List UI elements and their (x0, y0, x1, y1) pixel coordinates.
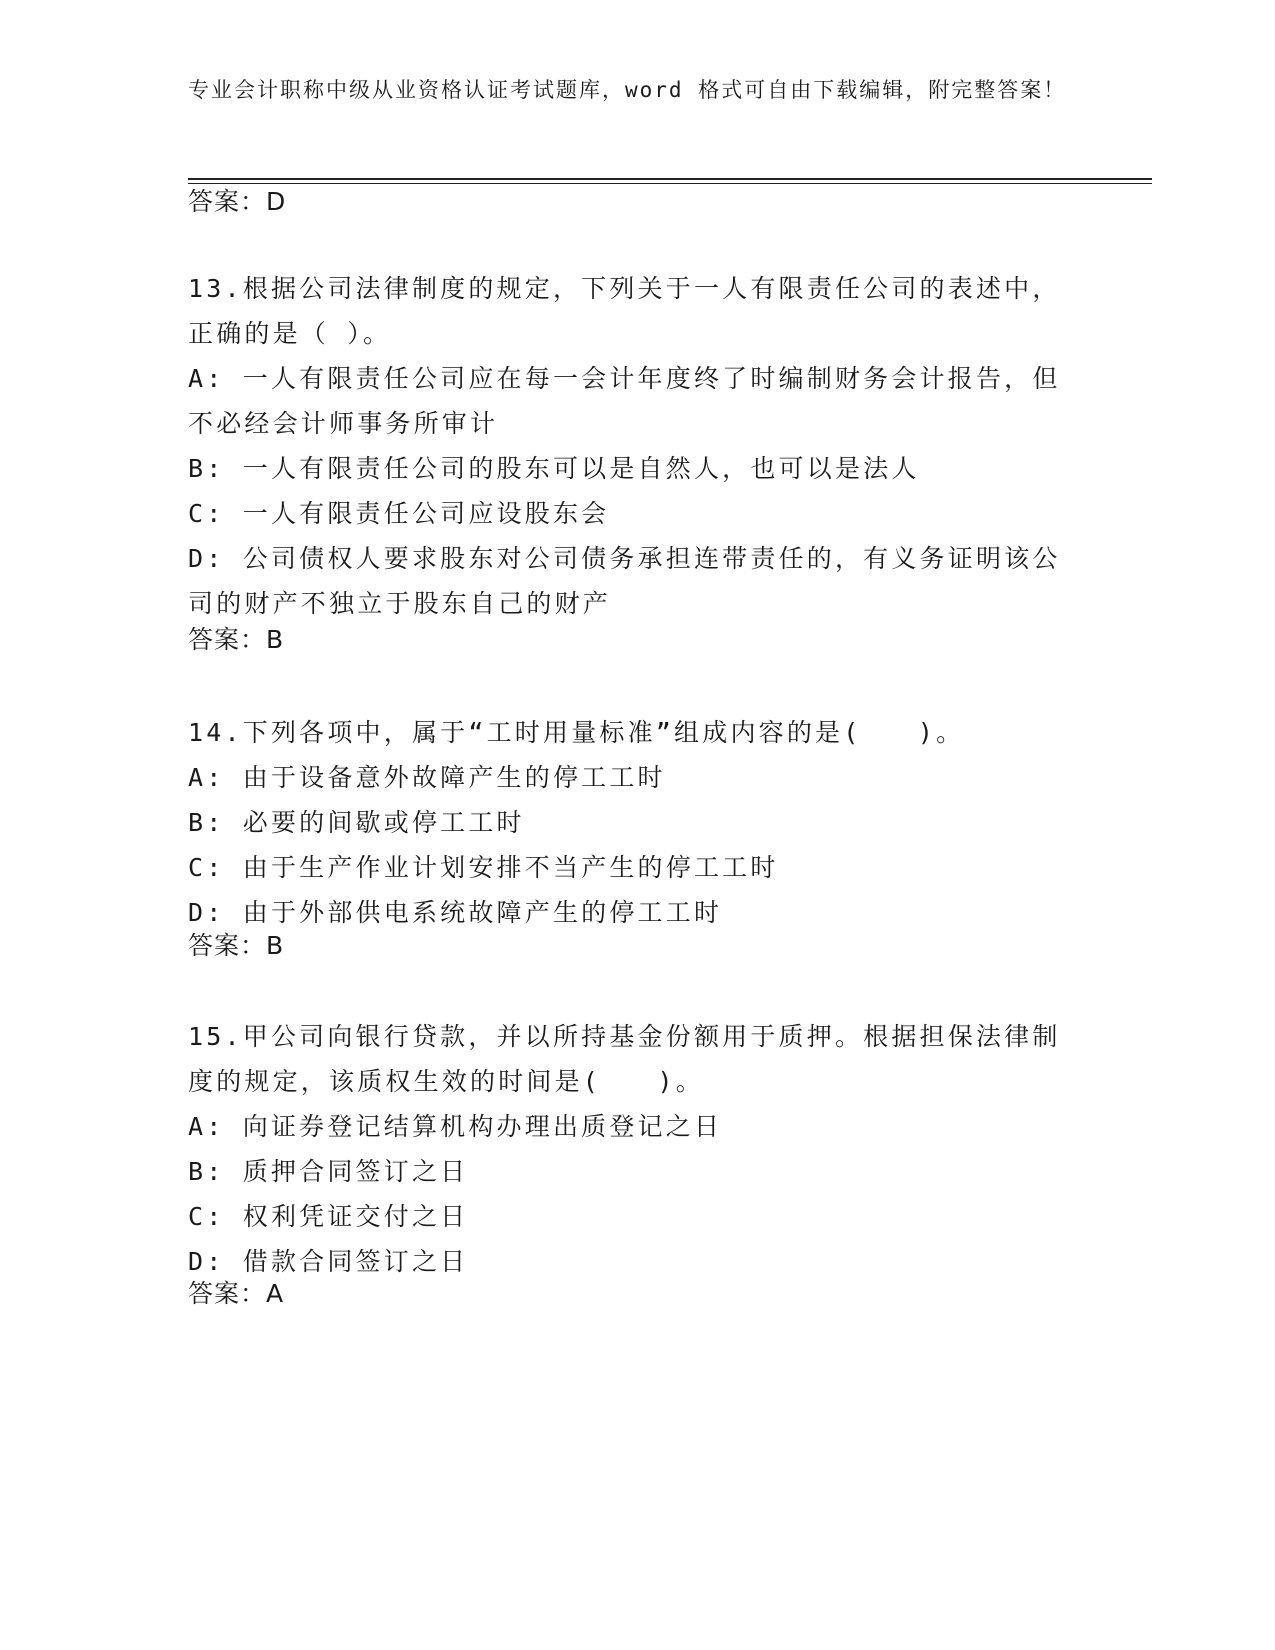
question-stem: 13.根据公司法律制度的规定，下列关于一人有限责任公司的表述中，正确的是（ ）。 (188, 274, 1061, 348)
option-a: A: 一人有限责任公司应在每一会计年度终了时编制财务会计报告，但不必经会计师事务所审计 (188, 364, 1061, 438)
option-b: B: 一人有限责任公司的股东可以是自然人，也可以是法人 (188, 454, 920, 483)
option-c: C: 一人有限责任公司应设股东会 (188, 499, 610, 528)
question-13 (188, 266, 1088, 626)
question-14 (188, 710, 1088, 935)
option-b: B: 质押合同签订之日 (188, 1157, 469, 1186)
answer-15: 答案：A (188, 1279, 285, 1308)
question-15 (188, 1014, 1088, 1284)
option-c: C: 由于生产作业计划安排不当产生的停工工时 (188, 853, 779, 882)
option-d: D: 公司债权人要求股东对公司债务承担连带责任的，有义务证明该公司的财产不独立于股东自己的财产 (188, 544, 1061, 618)
question-stem: 15.甲公司向银行贷款，并以所持基金份额用于质押。根据担保法律制度的规定，该质权生效的时间是( )。 (188, 1022, 1061, 1096)
option-c: C: 权利凭证交付之日 (188, 1202, 469, 1231)
header-note: 专业会计职称中级从业资格认证考试题库，word 格式可自由下载编辑，附完整答案！ (188, 78, 1067, 102)
option-d: D: 由于外部供电系统故障产生的停工工时 (188, 898, 723, 927)
header-divider (188, 178, 1152, 180)
option-a: A: 由于设备意外故障产生的停工工时 (188, 763, 666, 792)
option-b: B: 必要的间歇或停工工时 (188, 808, 525, 837)
answer-13: 答案：B (188, 625, 285, 654)
option-a: A: 向证券登记结算机构办理出质登记之日 (188, 1112, 723, 1141)
previous-answer: 答案：D (188, 187, 287, 216)
answer-14: 答案：B (188, 931, 285, 960)
option-d: D: 借款合同签订之日 (188, 1247, 469, 1276)
header-divider-thin (188, 183, 1152, 184)
question-stem: 14.下列各项中，属于“工时用量标准”组成内容的是( )。 (188, 718, 965, 747)
